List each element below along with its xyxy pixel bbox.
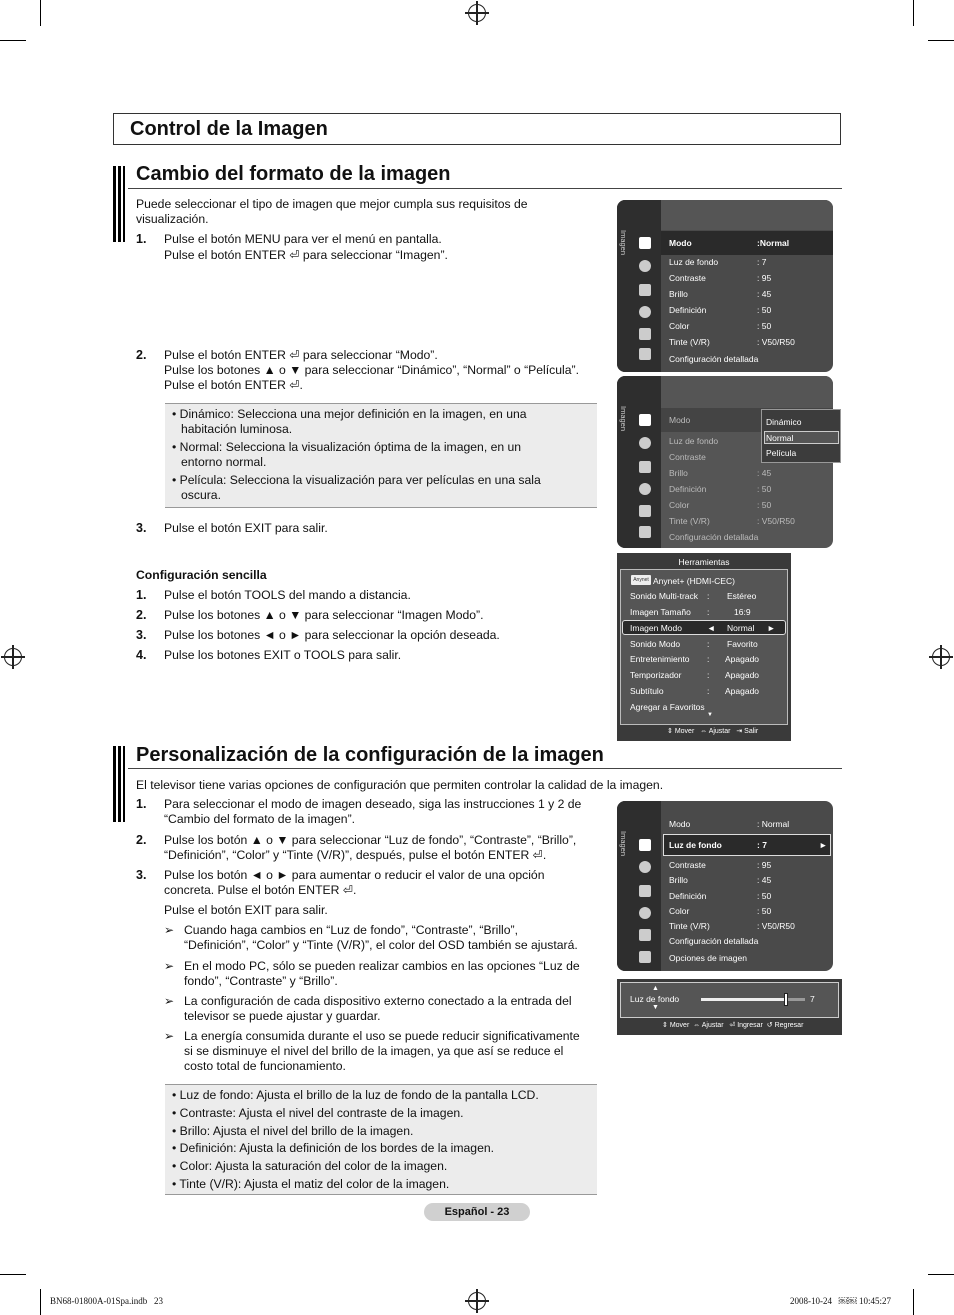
osd-row-label: Modo bbox=[669, 415, 691, 425]
setup-icon bbox=[639, 306, 651, 318]
step-text: Pulse el botón EXIT para salir. bbox=[164, 903, 328, 917]
osd-row-label: Configuración detallada bbox=[669, 354, 759, 364]
note-arrow-icon: ➢ bbox=[164, 923, 175, 937]
slider-footer bbox=[662, 1021, 803, 1029]
note-text: La energía consumida durante el uso se puede reducir significativamente bbox=[184, 1029, 580, 1043]
osd-row-label: Configuración detallada bbox=[669, 936, 759, 946]
slider-value: 7 bbox=[810, 994, 815, 1004]
osd-row-label: Color bbox=[669, 500, 690, 510]
picture-icon bbox=[639, 237, 651, 249]
move-icon: ⇕ bbox=[667, 728, 673, 735]
channel-icon bbox=[639, 461, 651, 473]
info-line: • Tinte (V/R): Ajusta el matiz del color de la imagen. bbox=[172, 1177, 450, 1191]
tools-item-value: Favorito bbox=[727, 639, 758, 649]
footer-label: Mover bbox=[669, 1022, 690, 1029]
section-bar bbox=[113, 746, 125, 822]
osd-side-label: Imagen bbox=[619, 831, 628, 857]
osd-row-value: : 7 bbox=[757, 257, 767, 267]
registration-mark-icon bbox=[468, 1292, 486, 1310]
osd-row-label: Contraste bbox=[669, 273, 706, 283]
sound-icon bbox=[639, 437, 651, 449]
tools-item[interactable]: Agregar a Favoritos bbox=[630, 702, 705, 712]
backlight-slider-panel bbox=[617, 979, 842, 1035]
info-line: oscura. bbox=[181, 488, 221, 502]
osd-row-label: Modo bbox=[669, 238, 692, 248]
tools-item-sep: : bbox=[707, 639, 710, 649]
osd-row-value: : 95 bbox=[757, 273, 772, 283]
footer-label: Ingresar bbox=[737, 1022, 763, 1029]
tools-item-value: Apagado bbox=[725, 670, 760, 680]
osd-side-label: Imagen bbox=[619, 230, 628, 256]
footer-label: Regresar bbox=[774, 1022, 804, 1029]
note-text: costo total de funcionamiento. bbox=[184, 1059, 346, 1073]
tools-item-sep: : bbox=[707, 686, 710, 696]
note-text: “Definición”, “Color” y “Tinte (V/R)”, el color del OSD también se ajustará. bbox=[184, 938, 578, 952]
tools-item-sep: : bbox=[707, 670, 710, 680]
note-text: La configuración de cada dispositivo externo conectado a la entrada del bbox=[184, 994, 572, 1008]
note-text: televisor se puede ajustar y guardar. bbox=[184, 1009, 381, 1023]
step-text: “Definición”, “Color” y “Tinte (V/R)”, después, pulse el botón ENTER ⏎. bbox=[164, 848, 547, 862]
adjust-icon: ⇔ bbox=[700, 728, 708, 735]
step-text: Pulse el botón MENU para ver el menú en pantalla. bbox=[164, 232, 442, 246]
osd-row-value: : 50 bbox=[757, 500, 772, 510]
input-icon bbox=[639, 328, 651, 340]
info-line: • Normal: Selecciona la visualización óptima de la imagen, en un bbox=[172, 440, 522, 454]
info-line: • Dinámico: Selecciona una mejor definición en la imagen, en una bbox=[172, 407, 527, 421]
step-number: 4. bbox=[136, 648, 147, 662]
osd-backlight-menu bbox=[617, 801, 833, 971]
note-text: En el modo PC, sólo se pueden realizar cambios en las opciones “Luz de bbox=[184, 959, 580, 973]
page-number-badge: Español - 23 bbox=[424, 1203, 530, 1221]
tools-item-value: Apagado bbox=[725, 654, 760, 664]
osd-row-label: Tinte (V/R) bbox=[669, 921, 710, 931]
osd-row-label: Luz de fondo bbox=[669, 257, 719, 267]
enter-icon: ⏎ bbox=[729, 1022, 736, 1029]
step-number: 2. bbox=[136, 348, 147, 362]
note-arrow-icon: ➢ bbox=[164, 1029, 175, 1043]
tools-item-value: Estéreo bbox=[727, 591, 757, 601]
picture-icon bbox=[639, 839, 651, 851]
tools-item-label[interactable]: Entretenimiento bbox=[630, 654, 690, 664]
chapter-header bbox=[113, 113, 841, 145]
step-number: 3. bbox=[136, 628, 147, 642]
divider bbox=[128, 768, 842, 769]
slider-fill bbox=[701, 998, 786, 1001]
tools-title: Herramientas bbox=[678, 557, 730, 567]
footer-label: Mover bbox=[674, 728, 695, 735]
section1-title: Cambio del formato de la imagen bbox=[136, 163, 451, 185]
osd-row-label: Opciones de imagen bbox=[669, 953, 747, 963]
tools-item-label-selected[interactable]: Imagen Modo bbox=[630, 623, 682, 633]
right-arrow-icon[interactable]: ► bbox=[819, 840, 828, 850]
step-number: 2. bbox=[136, 833, 147, 847]
support-icon bbox=[639, 951, 651, 963]
tools-item-label[interactable]: Subtítulo bbox=[630, 686, 664, 696]
osd-row-label: Brillo bbox=[669, 289, 688, 299]
note-text: fondo”, “Contraste” y “Brillo”. bbox=[184, 974, 338, 988]
osd-row-label: Definición bbox=[669, 891, 707, 901]
section2-intro: El televisor tiene varias opciones de configuración que permiten controlar la calidad de la imagen. bbox=[136, 778, 664, 792]
osd-row-value: :Normal bbox=[757, 238, 790, 248]
osd-row-value: : V50/R50 bbox=[757, 337, 795, 347]
osd-row-label: Color bbox=[669, 321, 690, 331]
note-text: si se disminuye el nivel del brillo de la imagen, ya que así se reduce el bbox=[184, 1044, 564, 1058]
osd-row-label: Contraste bbox=[669, 452, 706, 462]
osd-row-label: Contraste bbox=[669, 860, 706, 870]
sound-icon bbox=[639, 861, 651, 873]
step-number: 3. bbox=[136, 868, 147, 882]
info-line: entorno normal. bbox=[181, 455, 267, 469]
tools-item-label[interactable]: Sonido Modo bbox=[630, 639, 681, 649]
step-text: Pulse los botón ◄ o ► para aumentar o reducir el valor de una opción bbox=[164, 868, 545, 882]
popup-option-selected[interactable]: Normal bbox=[766, 433, 794, 443]
osd-row-value: : Normal bbox=[757, 819, 790, 829]
tools-item[interactable]: Anynet+ (HDMI-CEC) bbox=[653, 576, 735, 586]
mode-popup bbox=[761, 409, 841, 463]
osd-row-value: : 95 bbox=[757, 860, 772, 870]
step-number: 3. bbox=[136, 521, 147, 535]
divider bbox=[128, 188, 842, 189]
step-text: Pulse los botones ▲ o ▼ para seleccionar “Dinámico”, “Normal” o “Película”. bbox=[164, 363, 579, 377]
step-number: 2. bbox=[136, 608, 147, 622]
sound-icon bbox=[639, 260, 651, 272]
right-arrow-icon[interactable]: ► bbox=[767, 623, 776, 633]
step-text: Pulse el botón TOOLS del mando a distancia. bbox=[164, 588, 411, 602]
info-line: • Película: Selecciona la visualización para ver películas en una sala bbox=[172, 473, 541, 487]
osd-row-value: : 7 bbox=[757, 840, 767, 850]
info-line: • Color: Ajusta la saturación del color de la imagen. bbox=[172, 1159, 448, 1173]
slider-label: Luz de fondo bbox=[630, 994, 680, 1004]
popup-option[interactable]: Dinámico bbox=[766, 417, 802, 427]
easy-title: Configuración sencilla bbox=[136, 568, 267, 582]
step-text: concreta. Pulse el botón ENTER ⏎. bbox=[164, 883, 357, 897]
footer-label: Salir bbox=[744, 728, 759, 735]
footer-file: BN68-01800A-01Spa.indb 23 bbox=[50, 1296, 163, 1306]
note-arrow-icon: ➢ bbox=[164, 994, 175, 1008]
tools-item-value: Apagado bbox=[725, 686, 760, 696]
info-line: • Definición: Ajusta la definición de los bordes de la imagen. bbox=[172, 1141, 495, 1155]
support-icon bbox=[639, 348, 651, 360]
step-number: 1. bbox=[136, 797, 147, 811]
up-arrow-icon[interactable]: ▲ bbox=[652, 985, 659, 992]
osd-row-value: : 50 bbox=[757, 906, 772, 916]
registration-mark-icon bbox=[468, 4, 486, 22]
osd-row-label: Modo bbox=[669, 819, 691, 829]
step-text: Pulse el botón ENTER ⏎ para seleccionar “Imagen”. bbox=[164, 248, 448, 262]
input-icon bbox=[639, 929, 651, 941]
input-icon bbox=[639, 505, 651, 517]
footer-date: 2008-10-24 ￼￼ 10:45:27 bbox=[790, 1296, 891, 1306]
step-text: Para seleccionar el modo de imagen deseado, siga las instrucciones 1 y 2 de bbox=[164, 797, 582, 811]
channel-icon bbox=[639, 885, 651, 897]
move-icon: ⇕ bbox=[662, 1022, 668, 1029]
osd-image-menu bbox=[617, 200, 833, 372]
osd-row-value: : 50 bbox=[757, 891, 772, 901]
tools-item-value: Normal bbox=[727, 623, 755, 633]
osd-row-value: : 45 bbox=[757, 468, 772, 478]
osd-row-value: : 50 bbox=[757, 321, 772, 331]
left-arrow-icon[interactable]: ◄ bbox=[707, 623, 716, 633]
registration-mark-icon bbox=[4, 648, 22, 666]
tools-item-sep: : bbox=[707, 591, 710, 601]
step-text: Pulse los botones EXIT o TOOLS para salir. bbox=[164, 648, 402, 662]
channel-icon bbox=[639, 284, 651, 296]
picture-icon bbox=[639, 414, 651, 426]
note-arrow-icon: ➢ bbox=[164, 959, 175, 973]
step-text: Pulse el botón EXIT para salir. bbox=[164, 521, 328, 535]
osd-row-label: Configuración detallada bbox=[669, 532, 759, 542]
tools-item-sep: : bbox=[707, 654, 710, 664]
setup-icon bbox=[639, 907, 651, 919]
anynet-logo-icon: Anynet bbox=[631, 575, 651, 585]
section1-intro: Puede seleccionar el tipo de imagen que mejor cumpla sus requisitos de visualización. bbox=[136, 197, 528, 226]
osd-side-label: Imagen bbox=[619, 406, 628, 432]
osd-row-value: : 45 bbox=[757, 875, 772, 885]
step-text: Pulse los botones ▲ o ▼ para seleccionar “Imagen Modo”. bbox=[164, 608, 484, 622]
info-line: • Brillo: Ajusta el nivel del brillo de la imagen. bbox=[172, 1124, 414, 1138]
chapter-title: Control de la Imagen bbox=[130, 118, 328, 140]
osd-row-label[interactable]: Luz de fondo bbox=[669, 840, 722, 850]
step-text: Pulse el botón ENTER ⏎. bbox=[164, 378, 303, 392]
popup-option[interactable]: Película bbox=[766, 448, 797, 458]
osd-row-value: : V50/R50 bbox=[757, 516, 795, 526]
adjust-icon: ⇔ bbox=[693, 1022, 701, 1029]
tools-menu: Herramientas Anynet Anynet+ (HDMI-CEC) Sonido Multi-track : Estéreo Imagen Tamaño : 16:9 Imagen Modo ◄ Normal ► Sonido Modo : Favorito Entretenimiento : Apagado Temporizador : Apagado Subtítulo : Apagado Agregar a Favoritos ▼ ⇕ Mover ⇔ Ajustar ⇥ Salir bbox=[617, 553, 791, 741]
slider-thumb[interactable] bbox=[784, 993, 788, 1006]
step-text: “Cambio del formato de la imagen”. bbox=[164, 812, 356, 826]
tools-item-sep: : bbox=[707, 607, 710, 617]
step-text: Pulse los botón ▲ o ▼ para seleccionar “Luz de fondo”, “Contraste”, “Brillo”, bbox=[164, 833, 577, 847]
support-icon bbox=[639, 526, 651, 538]
registration-mark-icon bbox=[932, 648, 950, 666]
osd-row-label: Brillo bbox=[669, 875, 688, 885]
osd-row-label: Brillo bbox=[669, 468, 688, 478]
footer-label: Ajustar bbox=[708, 728, 731, 735]
tools-footer bbox=[667, 727, 758, 735]
section-bar bbox=[113, 166, 125, 242]
note-text: Cuando haga cambios en “Luz de fondo”, “Contraste”, “Brillo”, bbox=[184, 923, 518, 937]
osd-row-value: : 50 bbox=[757, 305, 772, 315]
tools-item-label[interactable]: Temporizador bbox=[630, 670, 682, 680]
osd-row-label: Tinte (V/R) bbox=[669, 516, 710, 526]
osd-row-label: Luz de fondo bbox=[669, 436, 719, 446]
step-number: 1. bbox=[136, 232, 147, 246]
osd-row-label: Color bbox=[669, 906, 690, 916]
info-line: • Contraste: Ajusta el nivel del contraste de la imagen. bbox=[172, 1106, 464, 1120]
step-text: Pulse el botón ENTER ⏎ para seleccionar “Modo”. bbox=[164, 348, 438, 362]
tools-item-value: 16:9 bbox=[734, 607, 751, 617]
osd-row-label: Tinte (V/R) bbox=[669, 337, 710, 347]
osd-row-value: : V50/R50 bbox=[757, 921, 795, 931]
exit-icon: ⇥ bbox=[736, 728, 743, 735]
osd-row-label: Definición bbox=[669, 305, 707, 315]
step-text: Pulse los botones ◄ o ► para seleccionar la opción deseada. bbox=[164, 628, 500, 642]
osd-row-label: Definición bbox=[669, 484, 707, 494]
tools-item-label[interactable]: Sonido Multi-track bbox=[630, 591, 699, 601]
step-number: 1. bbox=[136, 588, 147, 602]
return-icon: ↺ bbox=[766, 1022, 773, 1029]
osd-row-value: : 50 bbox=[757, 484, 772, 494]
tools-item-label[interactable]: Imagen Tamaño bbox=[630, 607, 691, 617]
info-line: • Luz de fondo: Ajusta el brillo de la luz de fondo de la pantalla LCD. bbox=[172, 1088, 539, 1102]
info-line: habitación luminosa. bbox=[181, 422, 293, 436]
section2-title: Personalización de la configuración de la imagen bbox=[136, 744, 604, 766]
footer-label: Ajustar bbox=[701, 1022, 724, 1029]
setup-icon bbox=[639, 483, 651, 495]
slider-track[interactable] bbox=[701, 998, 805, 1001]
osd-row-value: : 45 bbox=[757, 289, 772, 299]
down-arrow-icon[interactable]: ▼ bbox=[652, 1004, 659, 1011]
